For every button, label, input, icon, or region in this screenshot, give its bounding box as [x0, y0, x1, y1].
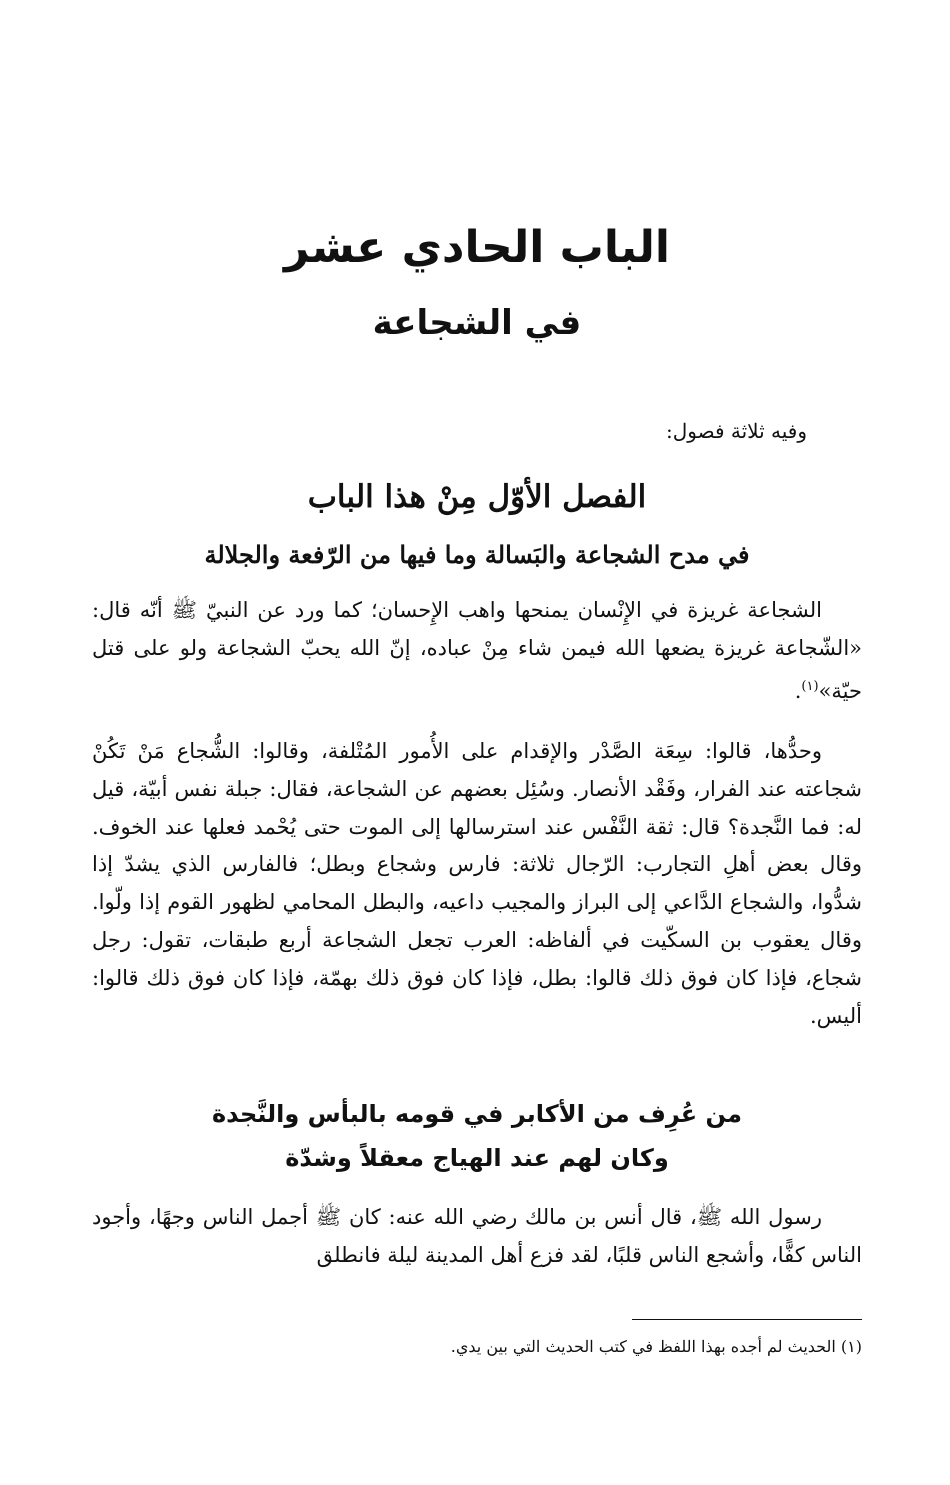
chapter-subtitle: في الشجاعة	[372, 303, 582, 343]
book-page	[92, 0, 862, 1485]
paragraph-2: وحدُّها، قالوا: سِعَة الصَّدْر والإقدام على الأُمور المُتْلفة، وقالوا: الشُّجاع مَنْ تَكُنْ شجاعته عند الفرار، وفَقْد الأنصار. وسُئِل بعضهم عن الشجاعة، فقال: جبلة نفس أبيّة، قيل له: فما النَّجدة؟ قال: ثقة النَّفْس عند استرسالها إلى الموت حتى يُحْمد فعلها عند الخوف. وقال بعض أهلِ التجارب: الرّجال ثلاثة: فارس وشجاع وبطل؛ فالفارس الذي يشدّ إذا شدُّوا، والشجاع الدَّاعي إلى البراز والمجيب داعيه، والبطل المحامي لظهور القوم إذا ولّوا. وقال يعقوب بن السكّيت في ألفاظه: العرب تجعل الشجاعة أربع طبقات، تقول: رجل شجاع، فإذا كان فوق ذلك قالوا: بطل، فإذا كان فوق ذلك بهمّة، فإذا كان فوق ذلك قالوا: أليس.	[92, 739, 862, 1028]
subheading	[92, 1092, 862, 1180]
paragraph-1-text: الشجاعة غريزة في الإِنْسان يمنحها واهب الإِحسان؛ كما ورد عن النبيّ ﷺ أنّه قال: «الشّجاعة غريزة يضعها الله فيمن شاء مِنْ عباده، إنّ الله يحبّ الشجاعة ولو على قتل حيّة»	[92, 598, 862, 703]
chapter-intro: وفيه ثلاثة فصول:	[666, 419, 807, 443]
footnote: (١) الحديث لم أجده بهذا اللفظ في كتب الحديث التي بين يدي.	[450, 1337, 862, 1356]
paragraph-1-end: .	[794, 678, 802, 703]
paragraph-1	[92, 592, 862, 710]
section-subtitle: في مدح الشجاعة والبَسالة وما فيها من الرّفعة والجلالة	[204, 540, 750, 569]
section-title: الفصل الأوّل مِنْ هذا الباب	[307, 479, 647, 515]
subheading-line-2: وكان لهم عند الهياج معقلاً وشدّة	[285, 1144, 669, 1172]
footnote-divider	[632, 1319, 862, 1320]
paragraph-3: رسول الله ﷺ، قال أنس بن مالك رضي الله عنه: كان ﷺ أجمل الناس وجهًا، وأجود الناس كفًّا، وأشجع الناس قلبًا، لقد فزع أهل المدينة ليلة فانطلق	[92, 1205, 862, 1267]
subheading-line-1: من عُرِف من الأكابر في قومه بالبأس والنَّجدة	[211, 1100, 743, 1128]
chapter-title: الباب الحادي عشر	[284, 222, 670, 273]
footnote-reference: (١)	[801, 678, 819, 694]
